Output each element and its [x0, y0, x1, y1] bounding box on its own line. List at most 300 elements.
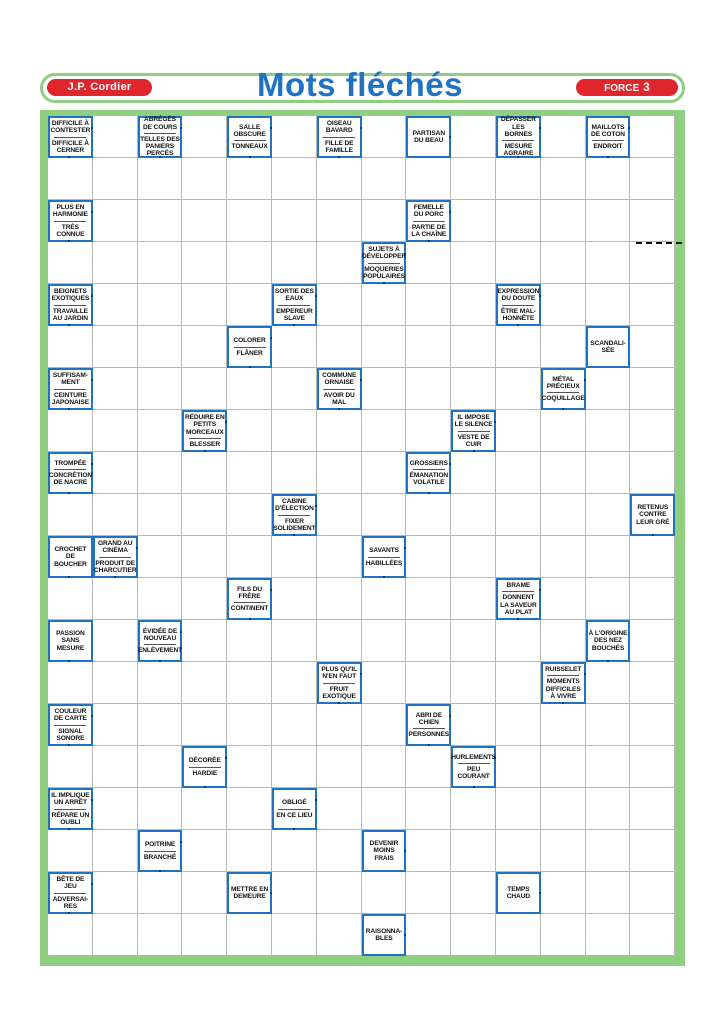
answer-cell[interactable]: [630, 536, 675, 578]
answer-cell[interactable]: [406, 746, 451, 788]
answer-cell[interactable]: [451, 326, 496, 368]
answer-cell[interactable]: [227, 746, 272, 788]
clue-text: DEVENIR MOINS FRAIS: [369, 840, 399, 862]
clue-separator: [144, 851, 176, 852]
clue-text: ÉVIDÉE DE NOUVEAU: [142, 627, 178, 642]
answer-cell[interactable]: [451, 620, 496, 662]
answer-cell[interactable]: [406, 620, 451, 662]
answer-cell[interactable]: [362, 788, 407, 830]
clue-text: SORTIE DES EAUX: [274, 287, 314, 303]
answer-cell[interactable]: [451, 242, 496, 284]
clue-cell: [272, 284, 317, 326]
answer-cell[interactable]: [138, 410, 183, 452]
answer-cell[interactable]: [630, 410, 675, 452]
answer-cell[interactable]: [496, 452, 541, 494]
answer-cell[interactable]: [496, 410, 541, 452]
answer-cell[interactable]: [362, 494, 407, 536]
answer-cell[interactable]: [93, 578, 138, 620]
clue-text: OISEAU BAVARD: [325, 119, 353, 135]
answer-cell[interactable]: [93, 746, 138, 788]
answer-cell[interactable]: [586, 914, 631, 956]
answer-cell[interactable]: [496, 746, 541, 788]
answer-cell[interactable]: [496, 242, 541, 284]
clue-separator: [413, 728, 445, 729]
answer-cell[interactable]: [541, 578, 586, 620]
answer-cell[interactable]: [182, 368, 227, 410]
clue-text: SAVANTS: [369, 547, 399, 555]
answer-cell[interactable]: [182, 200, 227, 242]
clue-text: BLESSER: [189, 440, 221, 448]
clue-text: SIGNAL SONORE: [56, 727, 85, 742]
answer-cell[interactable]: [630, 326, 675, 368]
answer-cell[interactable]: [586, 536, 631, 578]
answer-cell[interactable]: [630, 872, 675, 914]
answer-cell[interactable]: [317, 788, 362, 830]
answer-cell[interactable]: [93, 242, 138, 284]
answer-cell[interactable]: [630, 368, 675, 410]
answer-cell[interactable]: [451, 116, 496, 158]
answer-cell[interactable]: [451, 914, 496, 956]
answer-cell[interactable]: [93, 326, 138, 368]
answer-cell[interactable]: [93, 368, 138, 410]
answer-cell[interactable]: [496, 914, 541, 956]
answer-cell[interactable]: [272, 242, 317, 284]
clue-separator: [189, 438, 221, 439]
answer-cell[interactable]: [317, 704, 362, 746]
clue-cell: [93, 536, 138, 578]
answer-cell[interactable]: [586, 578, 631, 620]
answer-cell[interactable]: [451, 662, 496, 704]
clue-separator: [54, 305, 86, 306]
clue-cell: [48, 620, 93, 662]
answer-cell[interactable]: [451, 788, 496, 830]
answer-cell[interactable]: [541, 830, 586, 872]
clue-cell: [630, 494, 675, 536]
answer-cell[interactable]: [182, 620, 227, 662]
answer-cell[interactable]: [182, 284, 227, 326]
answer-cell[interactable]: [630, 620, 675, 662]
answer-cell[interactable]: [182, 452, 227, 494]
answer-cell[interactable]: [138, 158, 183, 200]
answer-cell[interactable]: [496, 494, 541, 536]
answer-cell[interactable]: [272, 368, 317, 410]
answer-cell[interactable]: [586, 788, 631, 830]
clue-text: IL IMPLIQUE UN ARRÊT: [51, 791, 90, 807]
clue-text: TONNEAUX: [231, 143, 268, 151]
answer-cell[interactable]: [93, 200, 138, 242]
answer-cell[interactable]: [138, 578, 183, 620]
clue-text: CROCHET DE BOUCHER: [54, 546, 87, 568]
answer-cell[interactable]: [272, 536, 317, 578]
answer-cell[interactable]: [362, 578, 407, 620]
answer-cell[interactable]: [272, 158, 317, 200]
answer-cell[interactable]: [317, 914, 362, 956]
answer-cell[interactable]: [496, 788, 541, 830]
answer-cell[interactable]: [138, 242, 183, 284]
answer-cell[interactable]: [272, 200, 317, 242]
answer-cell[interactable]: [406, 578, 451, 620]
answer-cell[interactable]: [630, 914, 675, 956]
answer-cell[interactable]: [451, 578, 496, 620]
answer-cell[interactable]: [362, 326, 407, 368]
answer-cell[interactable]: [451, 284, 496, 326]
clue-text: HARDIE: [192, 769, 218, 777]
clue-text: DÉPASSER LES BORNES: [500, 116, 536, 138]
answer-cell[interactable]: [451, 704, 496, 746]
answer-cell[interactable]: [362, 872, 407, 914]
answer-cell[interactable]: [541, 158, 586, 200]
answer-cell[interactable]: [317, 410, 362, 452]
clue-text: TELLES DES PANIERS PERCÉS: [140, 135, 180, 158]
answer-cell[interactable]: [586, 284, 631, 326]
answer-cell[interactable]: [317, 830, 362, 872]
answer-cell[interactable]: [541, 494, 586, 536]
answer-cell[interactable]: [630, 746, 675, 788]
answer-cell[interactable]: [227, 158, 272, 200]
answer-cell[interactable]: [48, 746, 93, 788]
answer-cell[interactable]: [586, 494, 631, 536]
answer-cell[interactable]: [48, 830, 93, 872]
answer-cell[interactable]: [317, 578, 362, 620]
answer-cell[interactable]: [406, 536, 451, 578]
answer-cell[interactable]: [317, 284, 362, 326]
answer-cell[interactable]: [362, 620, 407, 662]
answer-cell[interactable]: [541, 788, 586, 830]
answer-cell[interactable]: [48, 494, 93, 536]
answer-cell[interactable]: [541, 914, 586, 956]
answer-cell[interactable]: [48, 578, 93, 620]
answer-cell[interactable]: [362, 452, 407, 494]
answer-cell[interactable]: [451, 536, 496, 578]
answer-cell[interactable]: [541, 200, 586, 242]
answer-cell[interactable]: [272, 746, 317, 788]
answer-cell[interactable]: [541, 872, 586, 914]
answer-cell[interactable]: [138, 284, 183, 326]
answer-cell[interactable]: [451, 200, 496, 242]
answer-cell[interactable]: [630, 158, 675, 200]
clue-cell: [362, 536, 407, 578]
answer-cell[interactable]: [138, 662, 183, 704]
answer-cell[interactable]: [586, 368, 631, 410]
answer-cell[interactable]: [586, 200, 631, 242]
answer-cell[interactable]: [48, 326, 93, 368]
answer-cell[interactable]: [586, 158, 631, 200]
clue-text: RUISSELET: [545, 665, 582, 673]
answer-cell[interactable]: [93, 872, 138, 914]
answer-cell[interactable]: [227, 662, 272, 704]
answer-cell[interactable]: [630, 830, 675, 872]
answer-cell[interactable]: [272, 914, 317, 956]
answer-cell[interactable]: [541, 704, 586, 746]
clue-cell: [48, 368, 93, 410]
clue-text: EN CE LIEU: [276, 811, 313, 819]
clue-text: ABRÉGÉS DE COURS: [142, 116, 177, 131]
answer-cell[interactable]: [496, 536, 541, 578]
answer-cell[interactable]: [227, 494, 272, 536]
answer-cell[interactable]: [227, 704, 272, 746]
answer-cell[interactable]: [451, 158, 496, 200]
answer-cell[interactable]: [586, 662, 631, 704]
answer-cell[interactable]: [138, 200, 183, 242]
answer-cell[interactable]: [541, 452, 586, 494]
clue-separator: [323, 137, 355, 138]
answer-cell[interactable]: [182, 872, 227, 914]
answer-cell[interactable]: [317, 494, 362, 536]
clue-cell: [362, 830, 407, 872]
answer-cell[interactable]: [406, 242, 451, 284]
clue-cell: [496, 284, 541, 326]
answer-cell[interactable]: [451, 368, 496, 410]
clue-text: TRAVAILLE AU JARDIN: [52, 307, 88, 322]
answer-cell[interactable]: [227, 200, 272, 242]
answer-cell[interactable]: [182, 914, 227, 956]
answer-cell[interactable]: [630, 200, 675, 242]
clue-text: RÉPARE UN OUBLI: [51, 811, 90, 826]
answer-cell[interactable]: [541, 746, 586, 788]
answer-cell[interactable]: [406, 326, 451, 368]
clue-cell: [48, 452, 93, 494]
answer-cell[interactable]: [496, 620, 541, 662]
clue-text: PASSION SANS MESURE: [56, 630, 85, 652]
answer-cell[interactable]: [317, 242, 362, 284]
answer-cell[interactable]: [317, 620, 362, 662]
answer-cell[interactable]: [227, 788, 272, 830]
answer-cell[interactable]: [586, 872, 631, 914]
answer-cell[interactable]: [182, 326, 227, 368]
answer-cell[interactable]: [586, 830, 631, 872]
answer-cell[interactable]: [496, 662, 541, 704]
clue-text: PARTISAN DU BEAU: [412, 129, 445, 144]
answer-cell[interactable]: [451, 452, 496, 494]
clue-cell: [182, 746, 227, 788]
clue-text: ADVERSAI-RES: [52, 895, 89, 910]
answer-cell[interactable]: [541, 284, 586, 326]
clue-text: TROMPÉE: [54, 459, 87, 467]
clue-cell: [451, 746, 496, 788]
answer-cell[interactable]: [541, 410, 586, 452]
answer-cell[interactable]: [406, 158, 451, 200]
answer-cell[interactable]: [630, 704, 675, 746]
clue-cell: [182, 410, 227, 452]
clue-cell: [48, 200, 93, 242]
answer-cell[interactable]: [317, 452, 362, 494]
answer-cell[interactable]: [406, 494, 451, 536]
answer-cell[interactable]: [362, 662, 407, 704]
clue-text: GROSSIERS: [409, 459, 448, 467]
answer-cell[interactable]: [406, 872, 451, 914]
answer-cell[interactable]: [362, 410, 407, 452]
answer-cell[interactable]: [138, 452, 183, 494]
answer-cell[interactable]: [541, 326, 586, 368]
answer-cell[interactable]: [362, 284, 407, 326]
answer-cell[interactable]: [586, 242, 631, 284]
answer-cell[interactable]: [227, 830, 272, 872]
answer-cell[interactable]: [182, 662, 227, 704]
answer-cell[interactable]: [138, 788, 183, 830]
answer-cell[interactable]: [138, 494, 183, 536]
answer-cell[interactable]: [630, 788, 675, 830]
clue-separator: [323, 683, 355, 684]
answer-cell[interactable]: [272, 620, 317, 662]
clue-text: IL IMPOSE LE SILENCE: [454, 413, 493, 429]
clue-cell: [272, 494, 317, 536]
answer-cell[interactable]: [93, 158, 138, 200]
answer-cell[interactable]: [272, 452, 317, 494]
answer-cell[interactable]: [272, 578, 317, 620]
answer-cell[interactable]: [406, 788, 451, 830]
clue-separator: [54, 137, 86, 138]
answer-cell[interactable]: [272, 410, 317, 452]
answer-cell[interactable]: [227, 620, 272, 662]
clue-separator: [189, 767, 221, 768]
answer-cell[interactable]: [227, 284, 272, 326]
answer-cell[interactable]: [362, 704, 407, 746]
answer-cell[interactable]: [272, 116, 317, 158]
answer-cell[interactable]: [182, 242, 227, 284]
answer-cell[interactable]: [182, 536, 227, 578]
answer-cell[interactable]: [227, 536, 272, 578]
answer-cell[interactable]: [496, 704, 541, 746]
clue-separator: [413, 221, 445, 222]
answer-cell[interactable]: [362, 368, 407, 410]
answer-cell[interactable]: [630, 578, 675, 620]
answer-cell[interactable]: [138, 326, 183, 368]
answer-cell[interactable]: [451, 494, 496, 536]
answer-cell[interactable]: [317, 326, 362, 368]
author-badge: J.P. Cordier: [47, 79, 152, 96]
answer-cell[interactable]: [272, 704, 317, 746]
answer-cell[interactable]: [317, 200, 362, 242]
answer-cell[interactable]: [362, 116, 407, 158]
answer-cell[interactable]: [406, 410, 451, 452]
answer-cell[interactable]: [138, 914, 183, 956]
answer-cell[interactable]: [541, 116, 586, 158]
answer-cell[interactable]: [138, 704, 183, 746]
answer-cell[interactable]: [182, 116, 227, 158]
answer-cell[interactable]: [406, 284, 451, 326]
answer-cell[interactable]: [317, 872, 362, 914]
answer-cell[interactable]: [182, 158, 227, 200]
answer-cell[interactable]: [93, 914, 138, 956]
clue-text: FEMELLE DU PORC: [413, 203, 444, 219]
answer-cell[interactable]: [317, 158, 362, 200]
answer-cell[interactable]: [93, 116, 138, 158]
answer-cell[interactable]: [138, 368, 183, 410]
answer-cell[interactable]: [496, 158, 541, 200]
answer-cell[interactable]: [630, 662, 675, 704]
answer-cell[interactable]: [272, 830, 317, 872]
answer-cell[interactable]: [48, 662, 93, 704]
clue-text: COLORER: [233, 337, 266, 345]
clue-separator: [592, 140, 624, 141]
clue-text: HABILLÉES: [365, 559, 403, 567]
answer-cell[interactable]: [138, 536, 183, 578]
answer-cell[interactable]: [586, 746, 631, 788]
answer-cell[interactable]: [93, 788, 138, 830]
answer-cell[interactable]: [93, 410, 138, 452]
answer-cell[interactable]: [317, 746, 362, 788]
answer-cell[interactable]: [317, 536, 362, 578]
clue-text: MÉTAL PRÉCIEUX: [546, 375, 580, 390]
answer-cell[interactable]: [362, 746, 407, 788]
answer-cell[interactable]: [541, 536, 586, 578]
clue-separator: [323, 389, 355, 390]
clue-cell: [48, 536, 93, 578]
answer-cell[interactable]: [496, 326, 541, 368]
answer-cell[interactable]: [362, 158, 407, 200]
clue-separator: [458, 431, 490, 432]
answer-cell[interactable]: [406, 368, 451, 410]
answer-cell[interactable]: [586, 452, 631, 494]
clue-text: MOMENTS DIFFICILES À VIVRE: [545, 678, 581, 700]
clue-text: FRUIT EXOTIQUE: [322, 685, 356, 700]
answer-cell[interactable]: [451, 830, 496, 872]
answer-cell[interactable]: [48, 242, 93, 284]
answer-cell[interactable]: [227, 368, 272, 410]
answer-cell[interactable]: [630, 242, 675, 284]
answer-cell[interactable]: [48, 158, 93, 200]
answer-cell[interactable]: [227, 242, 272, 284]
clue-text: HURLEMENTS: [451, 753, 496, 761]
answer-cell[interactable]: [93, 704, 138, 746]
answer-cell[interactable]: [182, 704, 227, 746]
answer-cell[interactable]: [93, 284, 138, 326]
answer-cell[interactable]: [182, 788, 227, 830]
answer-cell[interactable]: [138, 746, 183, 788]
answer-cell[interactable]: [272, 662, 317, 704]
answer-cell[interactable]: [406, 662, 451, 704]
answer-cell[interactable]: [272, 872, 317, 914]
answer-cell[interactable]: [586, 704, 631, 746]
answer-cell[interactable]: [182, 578, 227, 620]
clue-text: SUJETS À DÉVELOPPER: [361, 245, 407, 261]
answer-cell[interactable]: [227, 410, 272, 452]
answer-cell[interactable]: [93, 662, 138, 704]
answer-cell[interactable]: [227, 452, 272, 494]
answer-cell[interactable]: [630, 116, 675, 158]
answer-cell[interactable]: [586, 410, 631, 452]
answer-cell[interactable]: [138, 872, 183, 914]
answer-cell[interactable]: [630, 452, 675, 494]
answer-cell[interactable]: [182, 830, 227, 872]
answer-cell[interactable]: [406, 830, 451, 872]
answer-cell[interactable]: [93, 494, 138, 536]
answer-cell[interactable]: [496, 830, 541, 872]
answer-cell[interactable]: [496, 200, 541, 242]
clue-text: GRAND AU CINÉMA: [97, 539, 133, 555]
answer-cell[interactable]: [48, 914, 93, 956]
answer-cell[interactable]: [451, 872, 496, 914]
clue-separator: [413, 469, 445, 470]
answer-cell[interactable]: [541, 242, 586, 284]
clue-cell: [406, 200, 451, 242]
force-level: 3: [643, 80, 650, 94]
clue-text: PLUS EN HARMONIE: [52, 203, 88, 219]
answer-cell[interactable]: [182, 494, 227, 536]
answer-cell[interactable]: [630, 284, 675, 326]
answer-cell[interactable]: [406, 914, 451, 956]
answer-cell[interactable]: [541, 620, 586, 662]
clue-text: CONCRÉTION DE NACRE: [48, 471, 93, 487]
answer-cell[interactable]: [272, 326, 317, 368]
answer-cell[interactable]: [93, 830, 138, 872]
answer-cell[interactable]: [93, 452, 138, 494]
answer-cell[interactable]: [48, 410, 93, 452]
answer-cell[interactable]: [93, 620, 138, 662]
answer-cell[interactable]: [227, 914, 272, 956]
answer-cell[interactable]: [496, 368, 541, 410]
answer-cell[interactable]: [362, 200, 407, 242]
